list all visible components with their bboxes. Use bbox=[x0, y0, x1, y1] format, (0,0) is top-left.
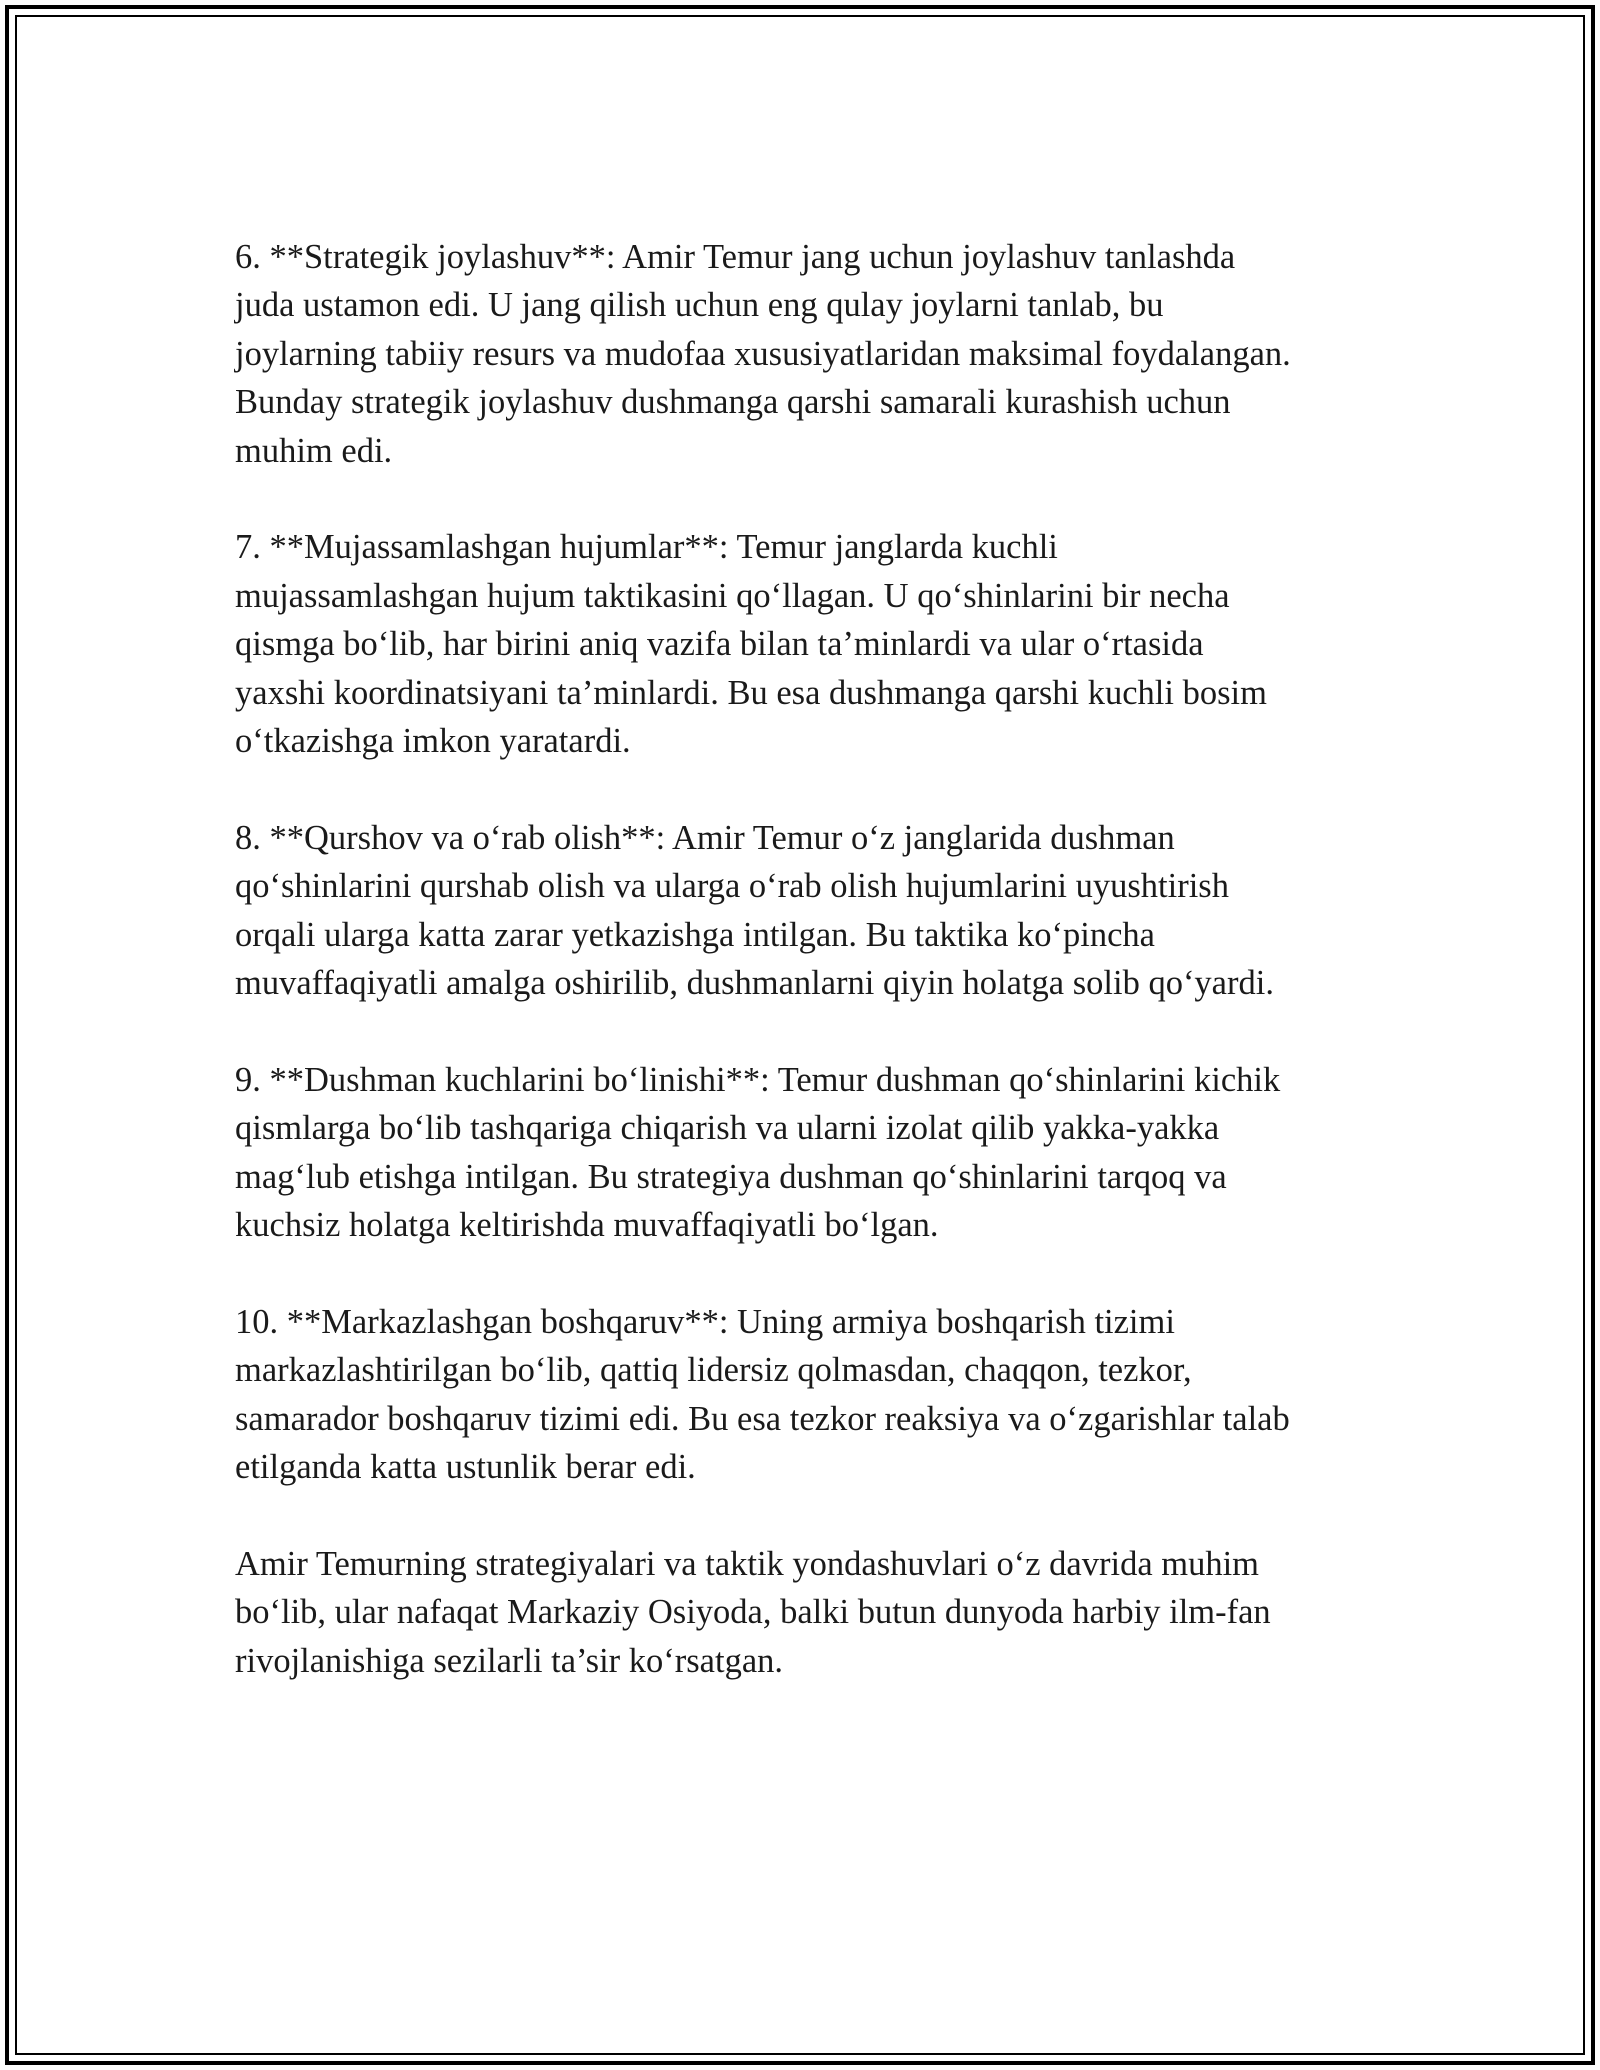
paragraph-concentrated-attacks: 7. **Mujassamlashgan hujumlar**: Temur janglarda kuchli mujassamlashgan hujum taktikasini qo‘llagan. U qo‘shinlarini bir necha qismga bo‘lib, har birini aniq vazifa bilan ta’minlardi va ular o‘rtasida yaxshi koordinatsiyani ta’minlardi. Bu esa dushmanga qarshi kuchli bosim o‘tkazishga imkon yaratardi. bbox=[235, 528, 1267, 761]
document-body bbox=[235, 233, 1370, 1685]
paragraph-centralized-command: 10. **Markazlashgan boshqaruv**: Uning armiya boshqarish tizimi markazlashtirilgan bo‘lib, qattiq lidersiz qolmasdan, chaqqon, tezkor, samarador boshqaruv tizimi edi. Bu esa tezkor reaksiya va o‘zgarishlar talab etilganda katta ustunlik berar edi. bbox=[235, 1302, 1290, 1487]
paragraph-conclusion: Amir Temurning strategiyalari va taktik yondashuvlari o‘z davrida muhim bo‘lib, ular nafaqat Markaziy Osiyoda, balki butun dunyoda harbiy ilm-fan rivojlanishiga sezilarli ta’sir ko‘rsatgan. bbox=[235, 1544, 1271, 1680]
paragraph-dividing-enemy-forces: 9. **Dushman kuchlarini bo‘linishi**: Temur dushman qo‘shinlarini kichik qismlarga bo‘lib tashqariga chiqarish va ularni izolat qilib yakka-yakka mag‘lub etishga intilgan. Bu strategiya dushman qo‘shinlarini tarqoq va kuchsiz holatga keltirishda muvaffaqiyatli bo‘lgan. bbox=[235, 1060, 1281, 1245]
paragraph-strategic-positioning: 6. **Strategik joylashuv**: Amir Temur jang uchun joylashuv tanlashda juda ustamon edi. U jang qilish uchun eng qulay joylarni tanlab, bu joylarning tabiiy resurs va mudofaa xususiyatlaridan maksimal foydalangan. Bunday strategik joylashuv dushmanga qarshi samarali kurashish uchun muhim edi. bbox=[235, 238, 1291, 470]
paragraph-encirclement: 8. **Qurshov va o‘rab olish**: Amir Temur o‘z janglarida dushman qo‘shinlarini qurshab olish va ularga o‘rab olish hujumlarini uyushtirish orqali ularga katta zarar yetkazishga intilgan. Bu taktika ko‘pincha muvaffaqiyatli amalga oshirilib, dushmanlarni qiyin holatga solib qo‘yardi. bbox=[235, 818, 1274, 1003]
